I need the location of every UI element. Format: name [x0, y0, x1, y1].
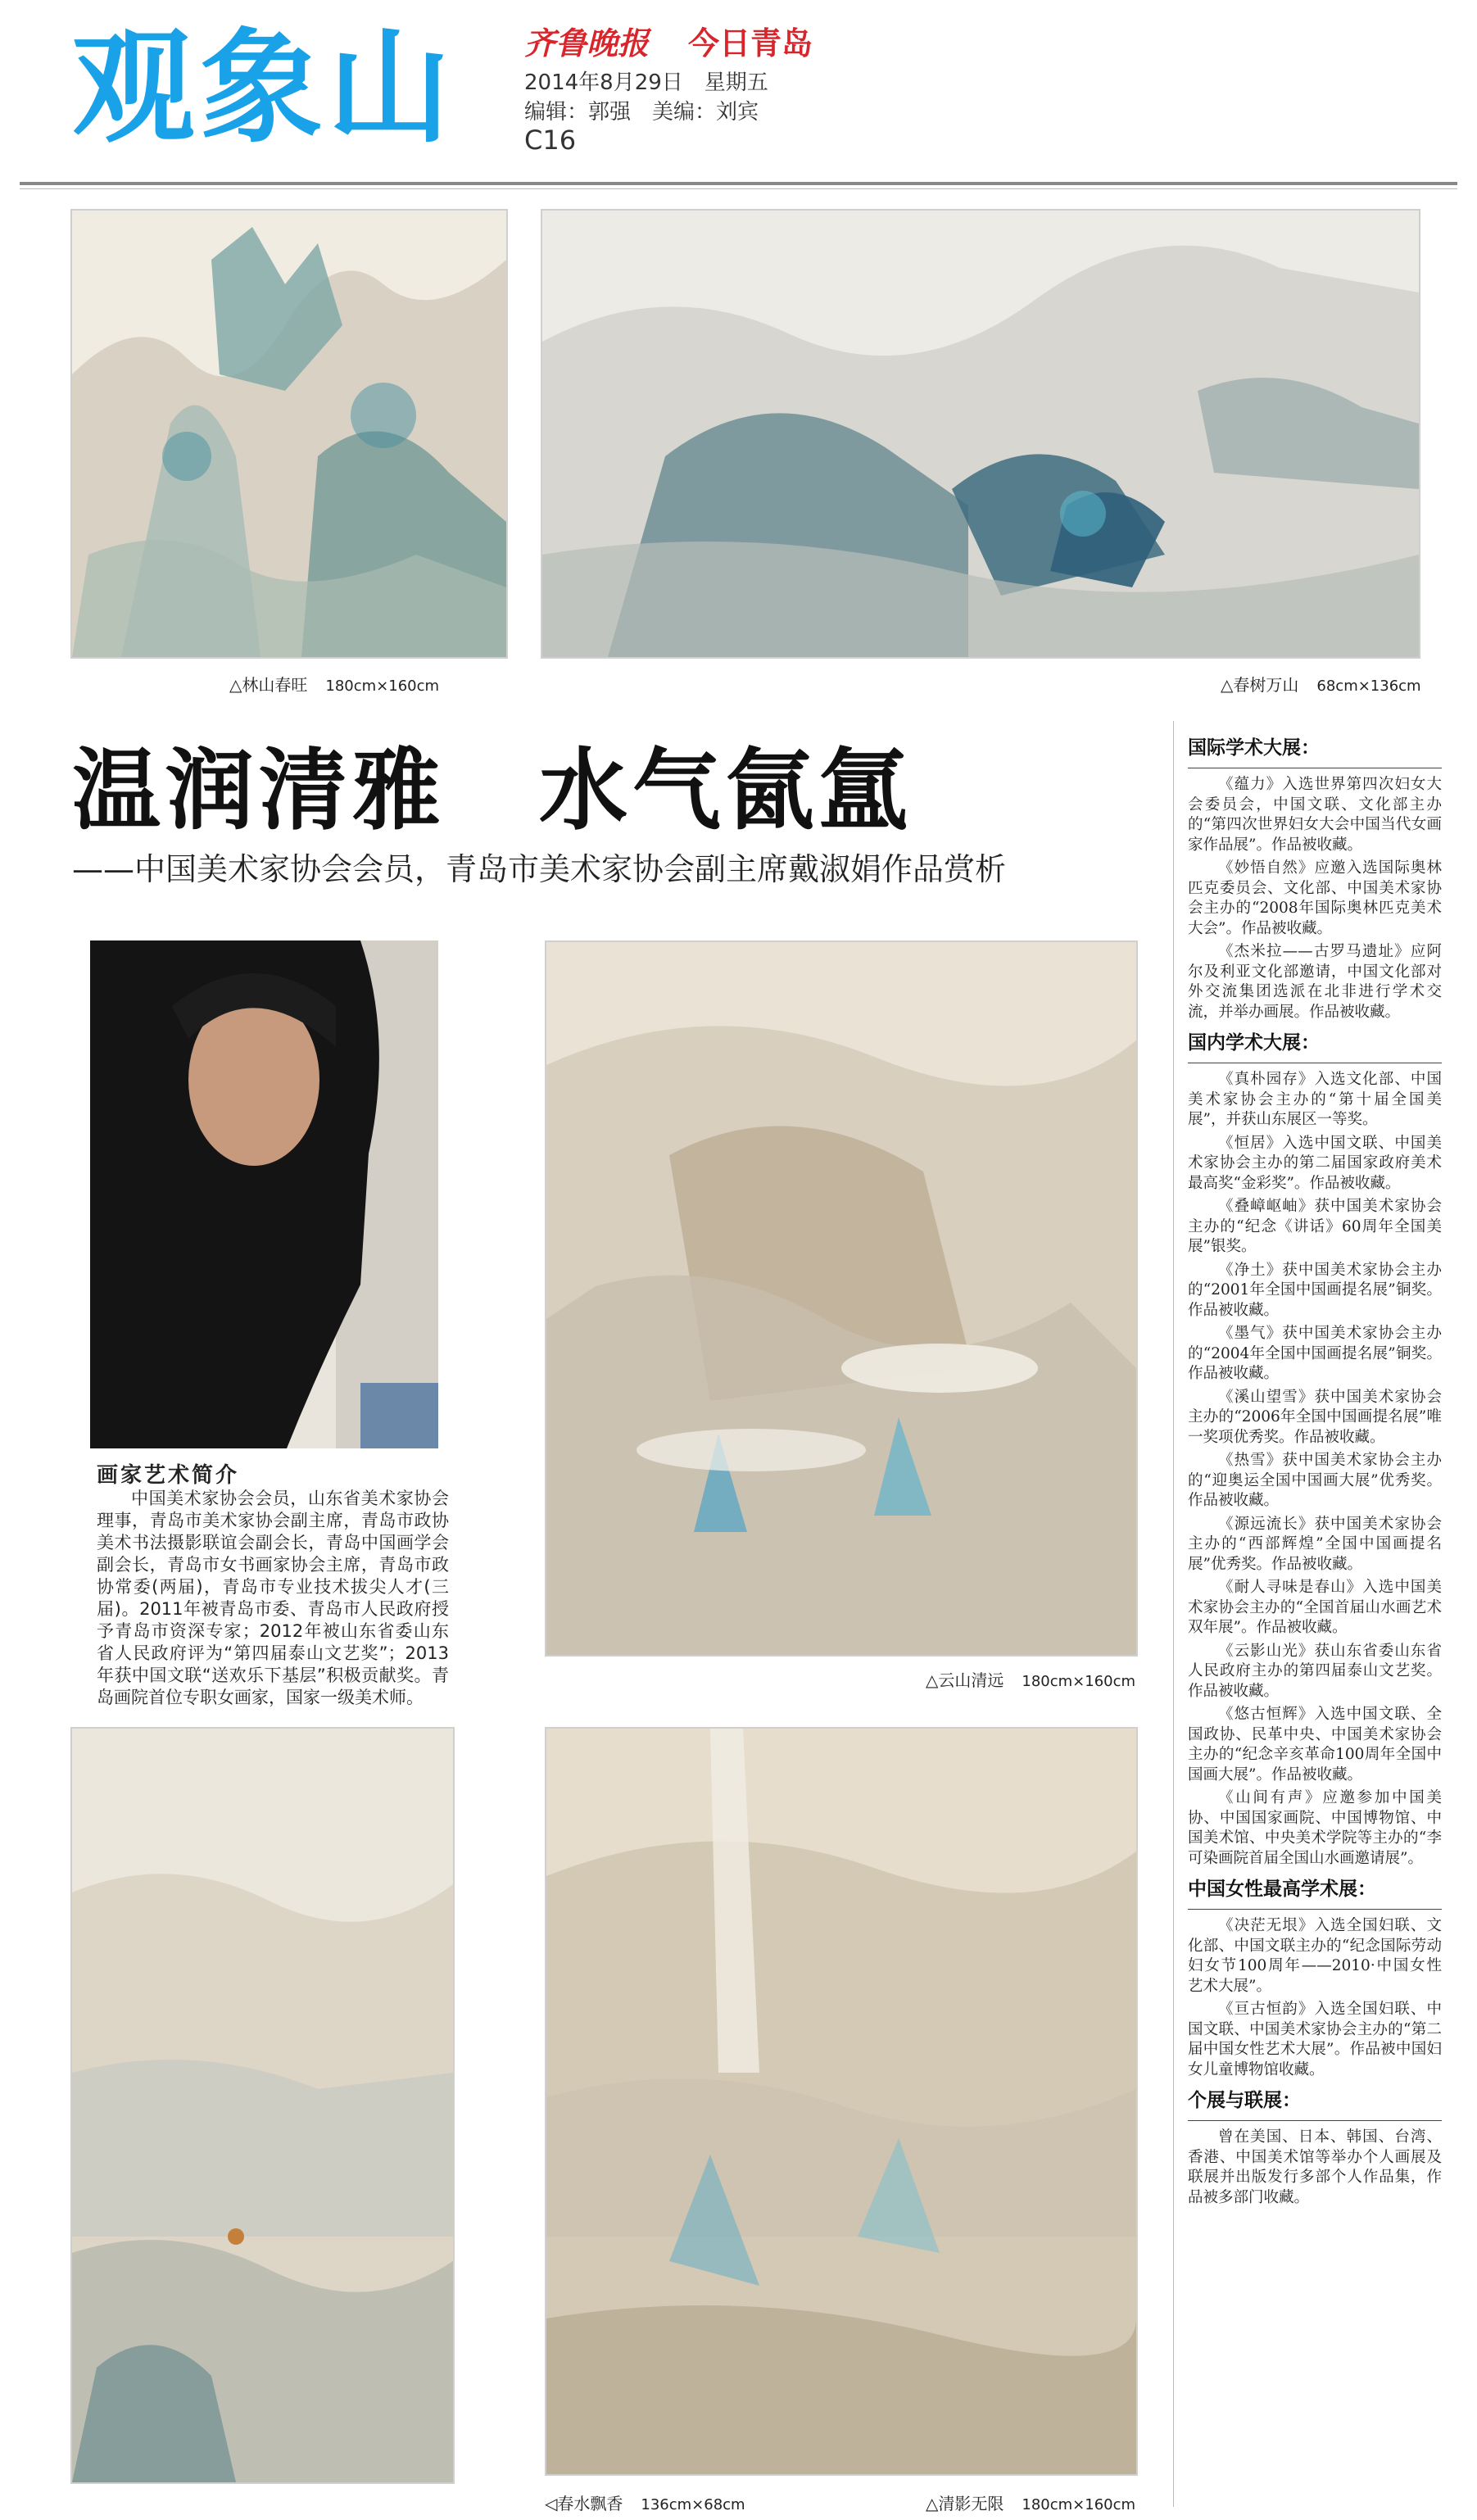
caption-title: △云山清远: [926, 1670, 1004, 1690]
editor-credits: 编辑：郭强 美编：刘宾: [524, 100, 759, 125]
exhibition-item: 《蕴力》入选世界第四次妇女大会委员会，中国文联、文化部主办的“第四次世界妇女大会中国当代女画家作品展”。作品被收藏。: [1188, 776, 1442, 854]
sidebar-rule: [1188, 1909, 1442, 1910]
exhibition-item: 《耐人寻味是春山》入选中国美术家协会主办的“全国首届山水画艺术双年展”。作品被收藏。: [1188, 1579, 1442, 1636]
section-international: [1188, 732, 1442, 1022]
caption-size: 180cm×160cm: [325, 678, 440, 695]
sidebar-rule: [1188, 2120, 1442, 2121]
exhibition-item: 《热雪》获中国美术家协会主办的“迎奥运全国中国画大展”优秀奖。作品被收藏。: [1188, 1452, 1442, 1509]
newspaper-logo: 齐鲁晚报: [524, 25, 650, 61]
article-headline: 温润清雅 水气氤氲: [72, 740, 913, 842]
sidebar-heading: 国际学术大展：: [1188, 737, 1320, 759]
caption-p2: [1221, 672, 1421, 696]
caption-size: 180cm×160cm: [1022, 1673, 1136, 1690]
caption-p3: [926, 1667, 1135, 1691]
exhibition-item: 《真朴园存》入选文化部、中国美术家协会主办的“第十届全国美展”，并获山东展区一等奖。: [1188, 1071, 1442, 1128]
exhibition-item: 《云影山光》获山东省委山东省人民政府主办的第四届泰山文艺奖。作品被收藏。: [1188, 1642, 1442, 1700]
page-number: C16: [524, 125, 577, 156]
exhibition-item: 《溪山望雪》获中国美术家协会主办的“2006年全国中国画提名展”唯一奖项优秀奖。作品被收藏。: [1188, 1388, 1442, 1446]
exhibition-item: 《净土》获中国美术家协会主办的“2001年全国中国画提名展”铜奖。作品被收藏。: [1188, 1261, 1442, 1319]
exhibition-item: 曾在美国、日本、韩国、台湾、香港、中国美术馆等举办个人画展及联展并出版发行多部个人作品集，作品被多部门收藏。: [1188, 2128, 1442, 2206]
painting-chun-shui-piao-xiang: [70, 1727, 455, 2484]
caption-title: △林山春旺: [229, 675, 308, 695]
exhibition-item: 《源远流长》获中国美术家协会主办的“西部辉煌”全国中国画提名展”优秀奖。作品被收藏。: [1188, 1515, 1442, 1573]
exhibition-item: 《决茫无垠》入选全国妇联、文化部、中国文联主办的“纪念国际劳动妇女节100周年——2010·中国女性艺术大展”。: [1188, 1917, 1442, 1995]
caption-p1: [229, 672, 439, 696]
caption-size: 136cm×68cm: [641, 2496, 745, 2513]
section-domestic: [1188, 1027, 1442, 1869]
caption-title: △清影无限: [926, 2494, 1004, 2513]
painting-yun-shan-qing-yuan: [545, 940, 1138, 1657]
sidebar-heading: 国内学术大展：: [1188, 1032, 1320, 1054]
edition-name: 今日青岛: [688, 25, 813, 61]
painting-qing-ying-wu-xian: [545, 1727, 1138, 2476]
caption-p5: [926, 2491, 1135, 2514]
caption-title: ◁春水飘香: [545, 2494, 623, 2513]
exhibition-item: 《杰米拉——古罗马遗址》应阿尔及利亚文化部邀请，中国文化部对外交流集团选派在北非进行学术交流，并举办画展。作品被收藏。: [1188, 943, 1442, 1021]
painting-lin-shan-chun-wang: [70, 209, 508, 659]
caption-size: 180cm×160cm: [1022, 2496, 1136, 2513]
issue-date: 2014年8月29日 星期五: [524, 70, 768, 95]
section-solo: [1188, 2085, 1442, 2208]
exhibition-item: 《亘古恒韵》入选全国妇联、中国文联、中国美术家协会主办的“第二届中国女性艺术大展”。作品被中国妇女儿童博物馆收藏。: [1188, 2001, 1442, 2078]
exhibition-item: 《妙悟自然》应邀入选国际奥林匹克委员会、文化部、中国美术家协会主办的“2008年国际奥林匹克美术大会”。作品被收藏。: [1188, 859, 1442, 937]
bio-text: 中国美术家协会会员，山东省美术家协会理事，青岛市美术家协会副主席，青岛市政协美术书法摄影联谊会副会长，青岛中国画学会副会长，青岛市女书画家协会主席，青岛市政协常委(两届)，青岛市专业技术拔尖人才(三届)。2011年被青岛市委、青岛市人民政府授予青岛市资深专家；2012年被山东省委山东省人民政府评为“第四届泰山文艺奖”；2013年获中国文联“送欢乐下基层”积极贡献奖。青岛画院首位专职女画家，国家一级美术师。: [97, 1489, 449, 1707]
section-title: 观象山: [72, 17, 456, 160]
caption-title: △春树万山: [1221, 675, 1299, 695]
exhibition-item: 《恒居》入选中国文联、中国美术家协会主办的第二届国家政府美术最高奖“金彩奖”。作品被收藏。: [1188, 1134, 1442, 1192]
sidebar-heading: 中国女性最高学术展：: [1188, 1879, 1376, 1900]
caption-size: 68cm×136cm: [1316, 678, 1421, 695]
exhibition-item: 《山间有声》应邀参加中国美协、中国国家画院、中国博物馆、中国美术馆、中央美术学院等主办的“李可染画院首届全国山水画邀请展”。: [1188, 1789, 1442, 1867]
caption-p4: [545, 2491, 745, 2514]
exhibition-item: 《叠嶂岖岫》获中国美术家协会主办的“纪念《讲话》60周年全国美展”银奖。: [1188, 1198, 1442, 1255]
exhibition-item: 《悠古恒辉》入选中国文联、全国政协、民革中央、中国美术家协会主办的“纪念辛亥革命100周年全国中国画大展”。作品被收藏。: [1188, 1706, 1442, 1783]
painting-chun-shu-wan-shan: [541, 209, 1420, 659]
artist-photo: [90, 940, 438, 1448]
exhibition-sidebar: [1188, 727, 1442, 2211]
exhibition-item: 《墨气》获中国美术家协会主办的“2004年全国中国画提名展”铜奖。作品被收藏。: [1188, 1325, 1442, 1382]
sidebar-heading: 个展与联展：: [1188, 2090, 1301, 2111]
column-divider: [1173, 721, 1174, 2507]
article-subhead: ——中国美术家协会会员，青岛市美术家协会副主席戴淑娟作品赏析: [72, 851, 1007, 887]
masthead-rule: [20, 182, 1457, 185]
masthead-rule-thin: [20, 188, 1457, 189]
bio-title: 画家艺术简介: [97, 1463, 240, 1488]
section-women: [1188, 1874, 1442, 2080]
